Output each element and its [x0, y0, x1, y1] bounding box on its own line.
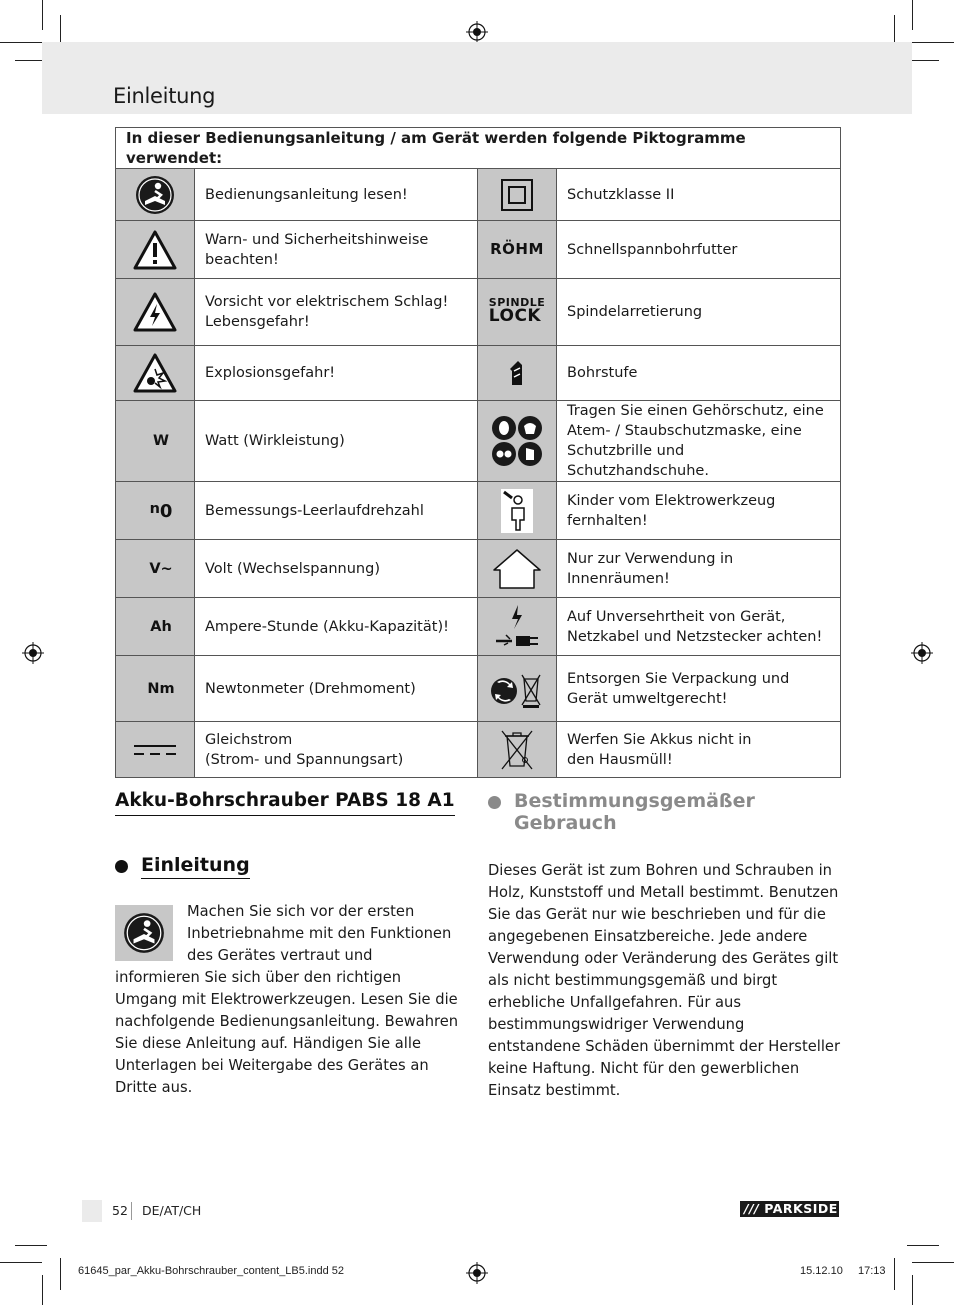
crop-mark — [912, 1262, 954, 1263]
intended-use-paragraph: Dieses Gerät ist zum Bohren und Schrauben in Holz, Kunststoff und Metall bestimmt. Benutzen Sie das Gerät nur wie beschrieben und für die angegebenen Einsatzbereiche. Jede andere Verwendung oder Veränderung des Gerätes gilt als nicht bestimmungsgemäß und birgt erhebliche Unfallgefahren. Für aus bestimmungswidriger Verwendung entstandene Schäden übernimmt der Hersteller keine Haftung. Nicht für den gewerblichen Einsatz bestimmt. — [488, 862, 840, 1099]
watt-symbol: W — [116, 401, 195, 482]
idle-speed-letter: n — [149, 501, 160, 518]
cell-text-line: Werfen Sie Akkus nicht in — [567, 731, 752, 748]
drill-stage-icon — [478, 346, 557, 401]
cell-text: Bohrstufe — [557, 346, 841, 401]
direct-current-icon — [116, 722, 195, 778]
left-column — [115, 790, 460, 1099]
slug-date: 15.12.10 — [800, 1265, 843, 1277]
page-number: 52 — [112, 1203, 128, 1218]
crop-mark — [60, 1258, 61, 1290]
crop-mark — [912, 42, 954, 43]
crop-mark — [894, 1258, 895, 1290]
registration-mark-icon — [911, 642, 933, 664]
table-row — [116, 401, 841, 482]
registration-mark-icon — [22, 642, 44, 664]
cell-text: Vorsicht vor elektrischem Schlag! Lebensgefahr! — [195, 279, 478, 346]
roehm-logo-label: RÖHM — [490, 240, 544, 258]
table-row — [116, 346, 841, 401]
cell-text: Warn- und Sicherheitshinweise beachten! — [195, 221, 478, 279]
cell-text: Bemessungs-Leerlaufdrehzahl — [195, 482, 478, 540]
cell-text — [195, 722, 478, 778]
cell-text: Newtonmeter (Drehmoment) — [195, 656, 478, 722]
bullet-icon — [115, 860, 128, 873]
cell-text: Auf Unversehrtheit von Gerät, Netzkabel und Netzstecker achten! — [557, 598, 841, 656]
crop-mark — [0, 42, 42, 43]
cell-text: Entsorgen Sie Verpackung und Gerät umweltgerecht! — [557, 656, 841, 722]
right-column — [488, 790, 840, 1102]
recycling-icon — [478, 656, 557, 722]
bullet-icon — [488, 796, 501, 809]
table-row — [116, 598, 841, 656]
explosion-icon — [116, 346, 195, 401]
ampere-hour-symbol: Ah — [116, 598, 195, 656]
introduction-heading — [115, 854, 460, 879]
cell-text: Schutzklasse II — [557, 169, 841, 221]
idle-speed-symbol — [116, 482, 195, 540]
idle-speed-subscript: 0 — [159, 500, 173, 522]
footer-marker — [82, 1200, 102, 1222]
cell-text: Bedienungsanleitung lesen! — [195, 169, 478, 221]
registration-mark-icon — [466, 1262, 488, 1284]
crossed-bin-icon — [478, 722, 557, 778]
crop-mark — [42, 1275, 43, 1305]
cell-text: Watt (Wirkleistung) — [195, 401, 478, 482]
spindle-label: SPINDLE — [488, 296, 546, 309]
introduction-paragraph: Machen Sie sich vor der ersten Inbetriebnahme mit den Funktionen des Gerätes vertraut und informieren Sie sich über den richtigen Umgang mit Elektrowerkzeugen. Lesen Sie die nachfolgende Bedienungsanleitung. Bewahren Sie diese Anleitung auf. Händigen Sie alle Unterlagen bei Weitergabe des Gerätes an Dritte aus. — [115, 903, 459, 1096]
table-header-row — [116, 128, 841, 169]
footer-divider — [131, 1202, 132, 1220]
table-row — [116, 279, 841, 346]
product-title: Akku-Bohrschrauber PABS 18 A1 — [115, 790, 455, 816]
cell-text-line: Gleichstrom — [205, 731, 293, 748]
intended-use-heading-text — [514, 790, 755, 836]
newton-meter-symbol: Nm — [116, 656, 195, 722]
table-row — [116, 482, 841, 540]
lock-label: LOCK — [488, 306, 542, 326]
cell-text: Tragen Sie einen Gehörschutz, eine Atem- / Staubschutzmaske, eine Schutzbrille und Schutzhandschuhe. — [557, 401, 841, 482]
page-title: Einleitung — [113, 84, 216, 108]
crop-mark — [912, 1275, 913, 1305]
crop-mark — [907, 1245, 939, 1246]
electric-shock-icon — [116, 279, 195, 346]
brand-name: PARKSIDE — [764, 1201, 838, 1216]
table-row — [116, 540, 841, 598]
table-heading: In dieser Bedienungsanleitung / am Gerät werden folgende Piktogramme verwendet: — [116, 128, 841, 169]
cell-text: Nur zur Verwendung in Innenräumen! — [557, 540, 841, 598]
registration-mark-icon — [466, 21, 488, 43]
slug-filename: 61645_par_Akku-Bohrschrauber_content_LB5.indd 52 — [78, 1265, 345, 1277]
crop-mark — [42, 0, 43, 30]
brand-logo — [740, 1201, 839, 1217]
cell-text — [557, 722, 841, 778]
brand-slashes: /// — [744, 1201, 760, 1216]
indoor-house-icon — [478, 540, 557, 598]
heading-line: Gebrauch — [514, 812, 617, 834]
cable-damage-icon — [478, 598, 557, 656]
volt-ac-symbol: V~ — [116, 540, 195, 598]
cell-text-line: (Strom- und Spannungsart) — [205, 751, 404, 768]
protection-class-ii-icon — [478, 169, 557, 221]
cell-text: Volt (Wechselspannung) — [195, 540, 478, 598]
introduction-heading-text: Einleitung — [141, 854, 250, 879]
spindle-lock-icon — [478, 279, 557, 346]
cell-text: Kinder vom Elektrowerkzeug fernhalten! — [557, 482, 841, 540]
cell-text-line: den Hausmüll! — [567, 751, 673, 768]
read-manual-icon — [116, 169, 195, 221]
crop-mark — [15, 1245, 47, 1246]
introduction-body — [115, 901, 460, 1099]
table-row — [116, 656, 841, 722]
cell-text: Schnellspannbohrfutter — [557, 221, 841, 279]
slug-time: 17:13 — [858, 1265, 886, 1277]
table-row — [116, 722, 841, 778]
cell-text: Explosionsgefahr! — [195, 346, 478, 401]
table-row — [116, 221, 841, 279]
region-label: DE/AT/CH — [142, 1203, 202, 1218]
protective-gear-icon — [478, 401, 557, 482]
crop-mark — [912, 0, 913, 30]
cell-text: Spindelarretierung — [557, 279, 841, 346]
keep-children-away-icon — [478, 482, 557, 540]
pictogram-table — [115, 127, 841, 778]
warning-triangle-icon — [116, 221, 195, 279]
read-manual-icon — [115, 905, 173, 961]
table-row — [116, 169, 841, 221]
roehm-logo-icon — [478, 221, 557, 279]
intended-use-heading — [488, 790, 840, 836]
crop-mark — [0, 1262, 42, 1263]
cell-text: Ampere-Stunde (Akku-Kapazität)! — [195, 598, 478, 656]
heading-line: Bestimmungsgemäßer — [514, 790, 755, 812]
